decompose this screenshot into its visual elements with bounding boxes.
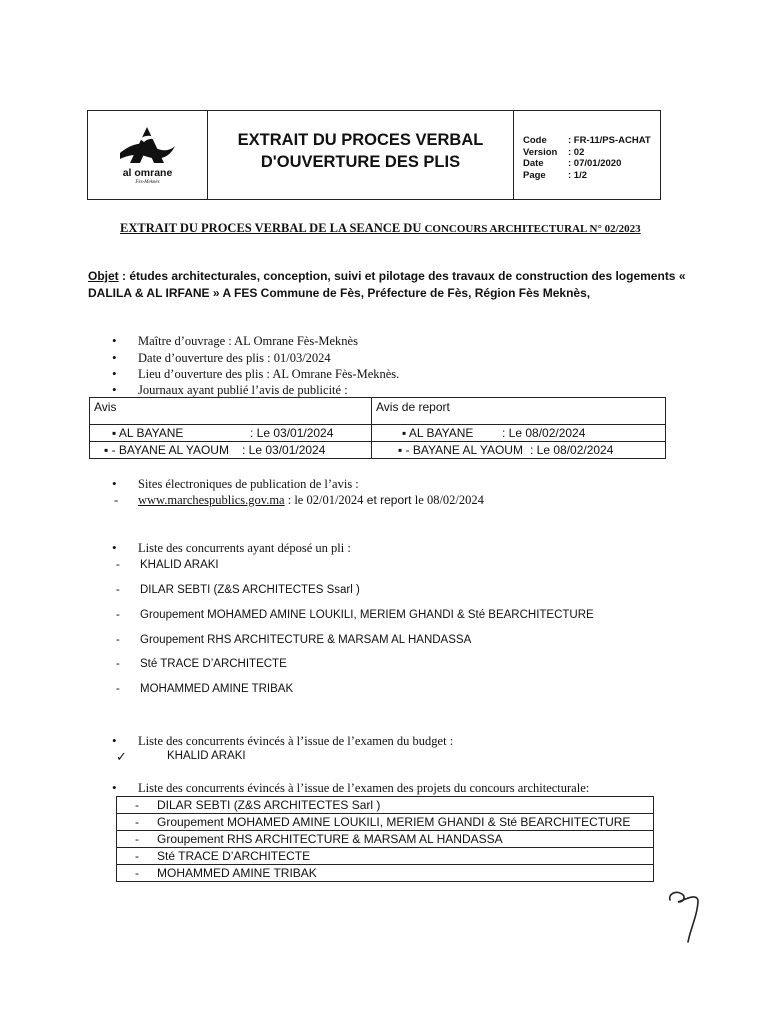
journal-date: : Le 08/02/2024 [530, 443, 614, 457]
document-meta [514, 111, 660, 199]
bullet-sites: • Sites électroniques de publication de l’avis : [138, 476, 359, 492]
journal-name: ▪ AL BAYANE [402, 426, 474, 440]
document-title [208, 111, 514, 199]
avis-report-cell [372, 425, 666, 442]
table-row [117, 831, 654, 848]
meta-row-date [523, 158, 660, 170]
meta-row-code [523, 135, 660, 147]
bullet-date-ouverture: • Date d’ouverture des plis : 01/03/2024 [138, 350, 331, 366]
bullet-concurrents: • Liste des concurrents ayant déposé un pli : [138, 540, 351, 556]
objet-text: : études architecturales, conception, suivi et pilotage des travaux de construction des logements « DALILA & AL IRFANE » A FES Commune de Fès, Préfecture de Fès, Région Fès Meknès, [88, 269, 686, 300]
logo-name: al omrane [122, 167, 173, 179]
meta-key: Date [523, 158, 544, 169]
concurrent-item: - MOHAMMED AMINE TRIBAK [116, 683, 294, 695]
bullet-journaux: • Journaux ayant publié l’avis de publicité : [138, 382, 348, 398]
sites-report-date: le 08/02/2024 [414, 493, 484, 507]
meta-key: Page [523, 169, 546, 181]
seance-main: EXTRAIT DU PROCES VERBAL DE LA SEANCE DU [120, 221, 422, 235]
evince-name: Groupement RHS ARCHITECTURE & MARSAM AL HANDASSA [157, 832, 503, 846]
avis-table [89, 397, 666, 459]
avis-header-row [90, 398, 666, 425]
avis-report-col-header: Avis de report [372, 398, 666, 425]
logo-subtitle: Fès-Meknès [135, 180, 160, 185]
meta-row-version [523, 147, 660, 159]
concurrent-item: - Groupement RHS ARCHITECTURE & MARSAM AL HANDASSA [116, 634, 472, 646]
evince-name: Sté TRACE D’ARCHITECTE [157, 849, 311, 863]
al-omrane-logo-icon [118, 125, 176, 167]
evince-cell: - Groupement RHS ARCHITECTURE & MARSAM AL HANDASSA [117, 831, 654, 848]
marchespublics-link[interactable]: www.marchespublics.gov.ma [138, 493, 285, 507]
journal-date: : Le 08/02/2024 [502, 426, 586, 440]
avis-row [90, 442, 666, 459]
evince-cell: - DILAR SEBTI (Z&S ARCHITECTES Sarl ) [117, 797, 654, 814]
concurrent-name: Groupement MOHAMED AMINE LOUKILI, MERIEM GHANDI & Sté BEARCHITECTURE [140, 609, 594, 621]
objet-label: Objet [88, 269, 119, 283]
concurrent-item: - DILAR SEBTI (Z&S ARCHITECTES Ssarl ) [116, 584, 360, 596]
journal-date: : Le 03/01/2024 [250, 426, 334, 440]
evinces-projets-table [116, 796, 654, 882]
title-line-1: EXTRAIT DU PROCES VERBAL [237, 131, 484, 149]
sites-report-label: et report [363, 493, 415, 507]
concurrent-item: - Sté TRACE D’ARCHITECTE [116, 658, 287, 670]
logo-cell [88, 111, 208, 199]
bullet-lieu-ouverture: • Lieu d’ouverture des plis : AL Omrane Fès-Meknès. [138, 366, 399, 382]
meta-row-page [523, 170, 660, 182]
meta-value: : 1/2 [568, 169, 588, 181]
objet-paragraph [88, 268, 708, 302]
journal-date: : Le 03/01/2024 [242, 443, 326, 457]
bullet-evinces-budget: • Liste des concurrents évincés à l’issue de l’examen du budget : [138, 733, 453, 749]
title-line-2: D'OUVERTURE DES PLIS [260, 153, 461, 171]
evince-cell: - MOHAMMED AMINE TRIBAK [117, 865, 654, 882]
concurrent-name: Groupement RHS ARCHITECTURE & MARSAM AL HANDASSA [140, 634, 472, 646]
dash: - [114, 493, 119, 507]
handwritten-paraph-icon [660, 886, 710, 946]
document-header [87, 110, 661, 200]
evince-cell: - Sté TRACE D’ARCHITECTE [117, 848, 654, 865]
meta-value: : FR-11/PS-ACHAT [568, 135, 651, 146]
seance-heading [120, 221, 641, 236]
sites-date: : le 02/01/2024 [284, 493, 364, 507]
meta-key: Version [523, 146, 558, 158]
evince-name: DILAR SEBTI (Z&S ARCHITECTES Sarl ) [157, 798, 381, 812]
avis-cell [90, 442, 372, 459]
meta-value: : 07/01/2020 [568, 158, 622, 169]
concurrent-item: - Groupement MOHAMED AMINE LOUKILI, MERIEM GHANDI & Sté BEARCHITECTURE [116, 609, 594, 621]
table-row [117, 814, 654, 831]
seance-tail: CONCOURS ARCHITECTURAL N° 02/2023 [424, 223, 641, 235]
concurrent-name: MOHAMMED AMINE TRIBAK [140, 683, 294, 695]
concurrent-name: Sté TRACE D’ARCHITECTE [140, 658, 287, 670]
sites-line [114, 493, 484, 508]
concurrent-item: - KHALID ARAKI [116, 559, 219, 571]
journal-name: ▪ - BAYANE AL YAOUM [398, 443, 523, 457]
meta-value: : 02 [568, 146, 585, 158]
evince-budget-item: KHALID ARAKI [167, 750, 246, 762]
table-row [117, 848, 654, 865]
journal-name: ▪ AL BAYANE [112, 426, 184, 440]
table-row [117, 865, 654, 882]
evince-name: Groupement MOHAMED AMINE LOUKILI, MERIEM GHANDI & Sté BEARCHITECTURE [157, 815, 631, 829]
journal-name: ▪ - BAYANE AL YAOUM [104, 443, 229, 457]
bullet-maitre-ouvrage: • Maître d’ouvrage : AL Omrane Fès-Meknès [138, 333, 358, 349]
evince-name: MOHAMMED AMINE TRIBAK [157, 866, 317, 880]
avis-report-cell [372, 442, 666, 459]
bullet-evinces-projets: • Liste des concurrents évincés à l’issue de l’examen des projets du concours architecturale: [138, 780, 589, 796]
avis-cell [90, 425, 372, 442]
check-icon: ✓ [116, 749, 127, 764]
table-row [117, 797, 654, 814]
meta-key: Code [523, 135, 547, 146]
evince-cell: - Groupement MOHAMED AMINE LOUKILI, MERIEM GHANDI & Sté BEARCHITECTURE [117, 814, 654, 831]
concurrent-name: DILAR SEBTI (Z&S ARCHITECTES Ssarl ) [140, 584, 360, 596]
avis-row [90, 425, 666, 442]
avis-col-header: Avis [90, 398, 372, 425]
concurrent-name: KHALID ARAKI [140, 559, 219, 571]
